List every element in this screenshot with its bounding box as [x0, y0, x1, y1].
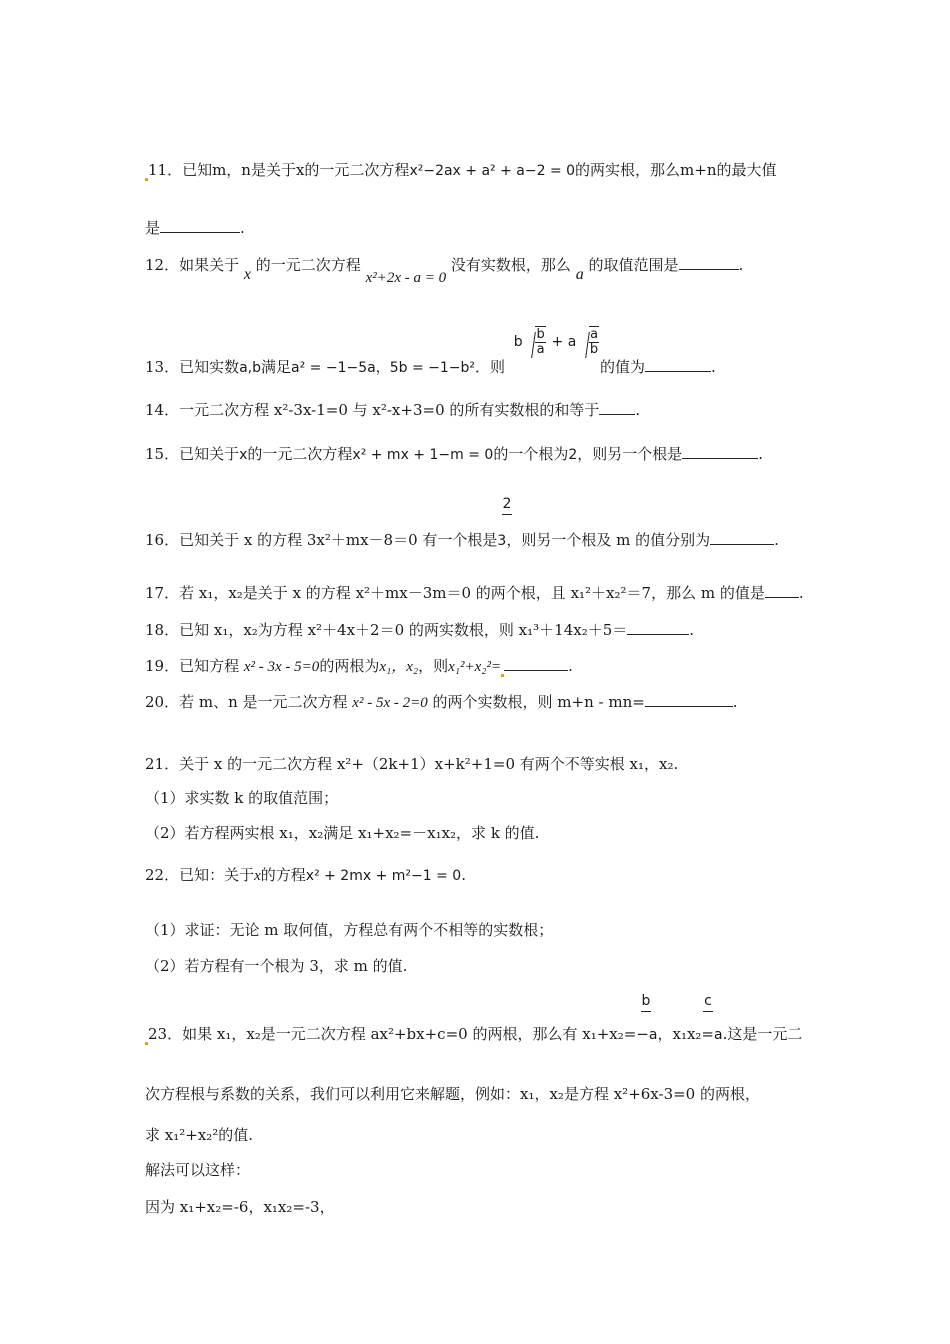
q21-text: 21．关于 x 的一元二次方程 x²+（2k+1）x+k²+1=0 有两个不等实根 x₁，x₂.: [145, 755, 679, 773]
q22-part-1-text: （1）求证：无论 m 取何值，方程总有两个不相等的实数根；: [145, 921, 554, 939]
q15-text-2: 的一元二次方程: [247, 445, 353, 463]
q11-text-3: 是: [145, 219, 161, 237]
question-21: [145, 754, 678, 774]
q11-text: 11．已知m，n是关于x的一元二次方程: [148, 161, 410, 179]
q18-period: .: [689, 621, 695, 639]
frac-den: a: [714, 1027, 723, 1043]
q19-period: .: [568, 657, 573, 675]
answer-blank[interactable]: [679, 255, 739, 270]
q23-line-5-text: 因为 x₁+x₂=-6，x₁x₂=-3，: [145, 1198, 335, 1216]
answer-blank[interactable]: [645, 692, 733, 707]
q19-text: 19．已知方程: [145, 657, 240, 675]
q17-period: .: [798, 584, 804, 602]
q13-text-2: 满足: [261, 357, 292, 376]
q11-text-2: 的两实根，那么m+n的最大值: [575, 161, 777, 179]
q15-period: .: [758, 445, 764, 463]
q12-text-3: 没有实数根，那么: [450, 256, 571, 274]
q17-text: 17．若 x₁，x₂是关于 x 的方程 x²＋mx－3m＝0 的两个根，且 x₁²＋x₂²＝7，那么 m 的值是: [145, 584, 765, 602]
q19-expr: x₁²+x₂²=: [448, 659, 502, 675]
q23-line-4-text: 解法可以这样：: [145, 1161, 251, 1179]
q13-text-4: 的值为: [600, 357, 646, 376]
q15-equation: x² + mx + 1−m = 0: [352, 447, 494, 463]
question-18: [145, 620, 694, 640]
q13-period: .: [711, 357, 716, 376]
question-16: [145, 530, 779, 551]
q13-equation: a² = −1−5a，5b = −1−b²: [291, 359, 475, 376]
q20-text: 20．若 m、n 是一元二次方程: [145, 693, 348, 711]
frac-num: 2: [502, 496, 512, 512]
question-12: [145, 255, 744, 286]
q16-text: 16．已知关于 x 的方程 3x²＋mx－8＝0 有一个根是: [145, 531, 498, 549]
question-20: [145, 692, 738, 713]
q21-part-1-text: （1）求实数 k 的取值范围；: [145, 789, 339, 807]
q13-plus-a: + a: [551, 333, 577, 350]
question-15: [145, 444, 763, 465]
question-23: [145, 1024, 802, 1045]
q15-text: 15．已知关于: [145, 445, 240, 463]
question-21-part-2: [145, 823, 539, 843]
answer-blank[interactable]: [160, 218, 240, 233]
sqrt-a-over-b: [581, 326, 600, 357]
q21-part-2-text: （2）若方程两实根 x₁，x₂满足 x₁+x₂=－x₁x₂，求 k 的值.: [145, 824, 540, 842]
frac-num: a: [590, 327, 599, 342]
question-11: [145, 160, 777, 181]
q11-equation: x²−2ax + a² + a−2 = 0: [409, 163, 576, 179]
answer-blank[interactable]: [627, 620, 689, 635]
frac-bar: [703, 1011, 713, 1012]
frac-bar: [502, 514, 512, 515]
answer-blank[interactable]: [765, 583, 799, 598]
q22-period: .: [461, 866, 466, 884]
q23-fraction-b: [641, 993, 651, 1012]
q22-equation: x² + 2mx + m²−1 = 0: [305, 868, 462, 884]
q19-equation: x² - 3x - 5=0: [243, 659, 320, 675]
frac-den: a: [648, 1027, 658, 1043]
q13-text-3: ．则: [475, 357, 506, 376]
q13-vars: a,b: [239, 359, 262, 376]
q23-text: 23．如果 x₁，x₂是一元二次方程 ax²+bx+c=0 的两根，那么有 x₁+x₂=−: [148, 1025, 649, 1043]
q16-fraction: [502, 496, 512, 515]
q19-text-2: 的两根为: [319, 657, 380, 675]
q23-line-3-text: 求 x₁²+x₂²的值.: [145, 1126, 254, 1144]
q15-var-x: x: [239, 447, 248, 463]
q13-text: 13．已知实数: [145, 357, 240, 376]
frac-bar: [641, 1011, 651, 1012]
q12-period: .: [738, 256, 744, 274]
q12-var-a: a: [575, 266, 584, 283]
question-23-line-4: [145, 1160, 250, 1180]
edit-mark: [501, 674, 504, 677]
answer-blank[interactable]: [710, 530, 774, 545]
question-11-cont: [145, 218, 245, 238]
frac-num: c: [704, 993, 712, 1009]
answer-blank[interactable]: [682, 444, 758, 459]
frac-num: b: [536, 327, 545, 342]
question-14: [145, 400, 640, 420]
question-13: [145, 312, 716, 376]
q22-part-2-text: （2）若方程有一个根为 3，求 m 的值.: [145, 957, 408, 975]
q16-period: .: [774, 531, 779, 549]
q14-text: 14．一元二次方程 x²-3x-1=0 与 x²-x+3=0 的所有实数根的和等于: [145, 401, 600, 419]
question-22-part-2: [145, 956, 407, 976]
answer-blank[interactable]: [599, 400, 635, 415]
question-17: [145, 583, 804, 603]
q13-var-b: b: [513, 333, 523, 350]
question-21-part-1: [145, 788, 338, 808]
q15-root: 2: [568, 447, 578, 463]
frac-den: 3: [497, 533, 507, 549]
q19-roots: x₁，x₂: [379, 659, 419, 675]
q23-text-3: .这是一元二: [722, 1025, 803, 1043]
q18-text: 18．已知 x₁，x₂为方程 x²＋4x＋2＝0 的两实数根，则 x₁³＋14x₂＋5＝: [145, 621, 628, 639]
answer-blank[interactable]: [645, 357, 711, 372]
frac-den: b: [589, 342, 599, 357]
question-23-line-5: [145, 1197, 335, 1217]
question-22: [145, 865, 466, 886]
sqrt-b-over-a: [527, 326, 546, 357]
q23-fraction-c: [703, 993, 713, 1012]
q16-text-2: ，则另一个根及 m 的值分别为: [506, 531, 711, 549]
q23-text-2: ，x₁x₂=: [657, 1025, 714, 1043]
q12-equation: x²+2x - a = 0: [365, 270, 447, 286]
q14-period: .: [635, 401, 641, 419]
q12-text-4: 的取值范围是: [588, 256, 679, 274]
frac-den: a: [536, 342, 545, 357]
q20-equation: x² - 5x - 2=0: [352, 695, 428, 711]
question-19: [145, 656, 573, 677]
q11-period: .: [240, 219, 245, 237]
q22-text-2: 的方程: [260, 866, 306, 884]
q12-text-2: 的一元二次方程: [255, 256, 361, 274]
question-22-part-1: [145, 920, 553, 940]
q22-var-x: x: [254, 868, 261, 884]
answer-blank[interactable]: [504, 656, 568, 671]
q23-line-2-text: 次方程根与系数的关系，我们可以利用它来解题，例如：x₁，x₂是方程 x²+6x-3=0 的两根，: [145, 1085, 760, 1103]
frac-num: b: [641, 993, 651, 1009]
q15-text-4: ，则另一个根是: [577, 445, 683, 463]
q22-text: 22．已知：关于: [145, 866, 255, 884]
q20-period: .: [732, 693, 738, 711]
q20-text-2: 的两个实数根，则 m+n - mn=: [432, 693, 645, 711]
q19-text-3: ，则: [418, 657, 449, 675]
q12-text: 12．如果关于: [145, 256, 240, 274]
q15-text-3: 的一个根为: [493, 445, 569, 463]
question-23-line-2: [145, 1084, 760, 1104]
question-23-line-3: [145, 1125, 253, 1145]
q12-var-x: x: [243, 266, 251, 283]
